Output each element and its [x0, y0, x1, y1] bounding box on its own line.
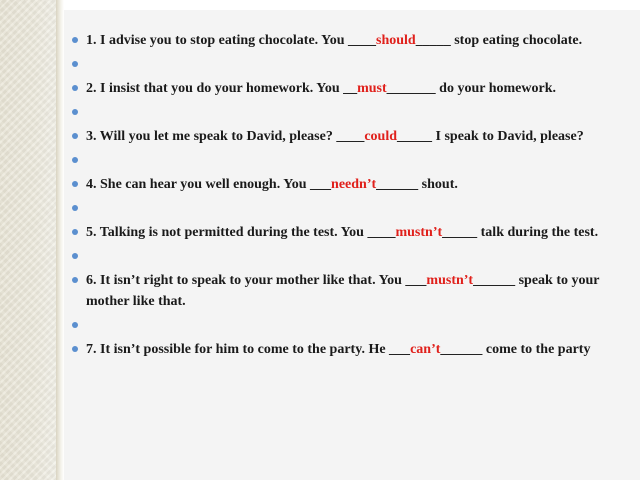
- exercise-item-4: [74, 174, 630, 195]
- exercise-item-6: [74, 270, 630, 312]
- answer-word: mustn’t: [426, 273, 474, 288]
- exercise-item-7: [74, 339, 630, 360]
- exercise-item-5: [74, 222, 630, 243]
- answer-word: must: [357, 81, 387, 96]
- item-text-after: _______ do your homework.: [386, 81, 556, 96]
- item-text-before: 2. I insist that you do your homework. You __: [86, 81, 358, 96]
- empty-bullet-line: [74, 246, 630, 267]
- item-text-after: ______ speak to your mother like that.: [86, 273, 600, 309]
- empty-bullet-line: [74, 315, 630, 336]
- bullet-icon: [72, 157, 78, 163]
- answer-word: can’t: [410, 342, 441, 357]
- item-text-after: _____ talk during the test.: [442, 225, 599, 240]
- empty-bullet-line: [74, 54, 630, 75]
- item-text-after: _____ I speak to David, please?: [397, 129, 584, 144]
- bullet-icon: [72, 109, 78, 115]
- item-text-after: ______ come to the party: [440, 342, 591, 357]
- item-text-before: 6. It isn’t right to speak to your mother like that. You ___: [86, 273, 427, 288]
- item-text-before: 7. It isn’t possible for him to come to the party. He ___: [86, 342, 411, 357]
- bullet-icon: [72, 85, 78, 91]
- decorative-left-band: [0, 0, 56, 480]
- bullet-icon: [72, 181, 78, 187]
- item-text-before: 5. Talking is not permitted during the test. You ____: [86, 225, 396, 240]
- bullet-icon: [72, 277, 78, 283]
- item-text-before: 1. I advise you to stop eating chocolate. You ____: [86, 33, 376, 48]
- empty-bullet-line: [74, 198, 630, 219]
- bullet-icon: [72, 346, 78, 352]
- item-text-before: 3. Will you let me speak to David, please? ____: [86, 129, 365, 144]
- exercise-list: [74, 30, 630, 363]
- exercise-item-2: [74, 78, 630, 99]
- bullet-icon: [72, 205, 78, 211]
- bullet-icon: [72, 253, 78, 259]
- empty-bullet-line: [74, 102, 630, 123]
- decorative-left-edge: [56, 0, 64, 480]
- bullet-icon: [72, 133, 78, 139]
- answer-word: could: [364, 129, 398, 144]
- exercise-item-1: [74, 30, 630, 51]
- answer-word: needn’t: [331, 177, 377, 192]
- exercise-item-3: [74, 126, 630, 147]
- bullet-icon: [72, 229, 78, 235]
- bullet-icon: [72, 37, 78, 43]
- answer-word: should: [376, 33, 416, 48]
- item-text-after: _____ stop eating chocolate.: [415, 33, 583, 48]
- bullet-icon: [72, 322, 78, 328]
- empty-bullet-line: [74, 150, 630, 171]
- answer-word: mustn’t: [395, 225, 443, 240]
- item-text-after: ______ shout.: [376, 177, 458, 192]
- bullet-icon: [72, 61, 78, 67]
- item-text-before: 4. She can hear you well enough. You ___: [86, 177, 332, 192]
